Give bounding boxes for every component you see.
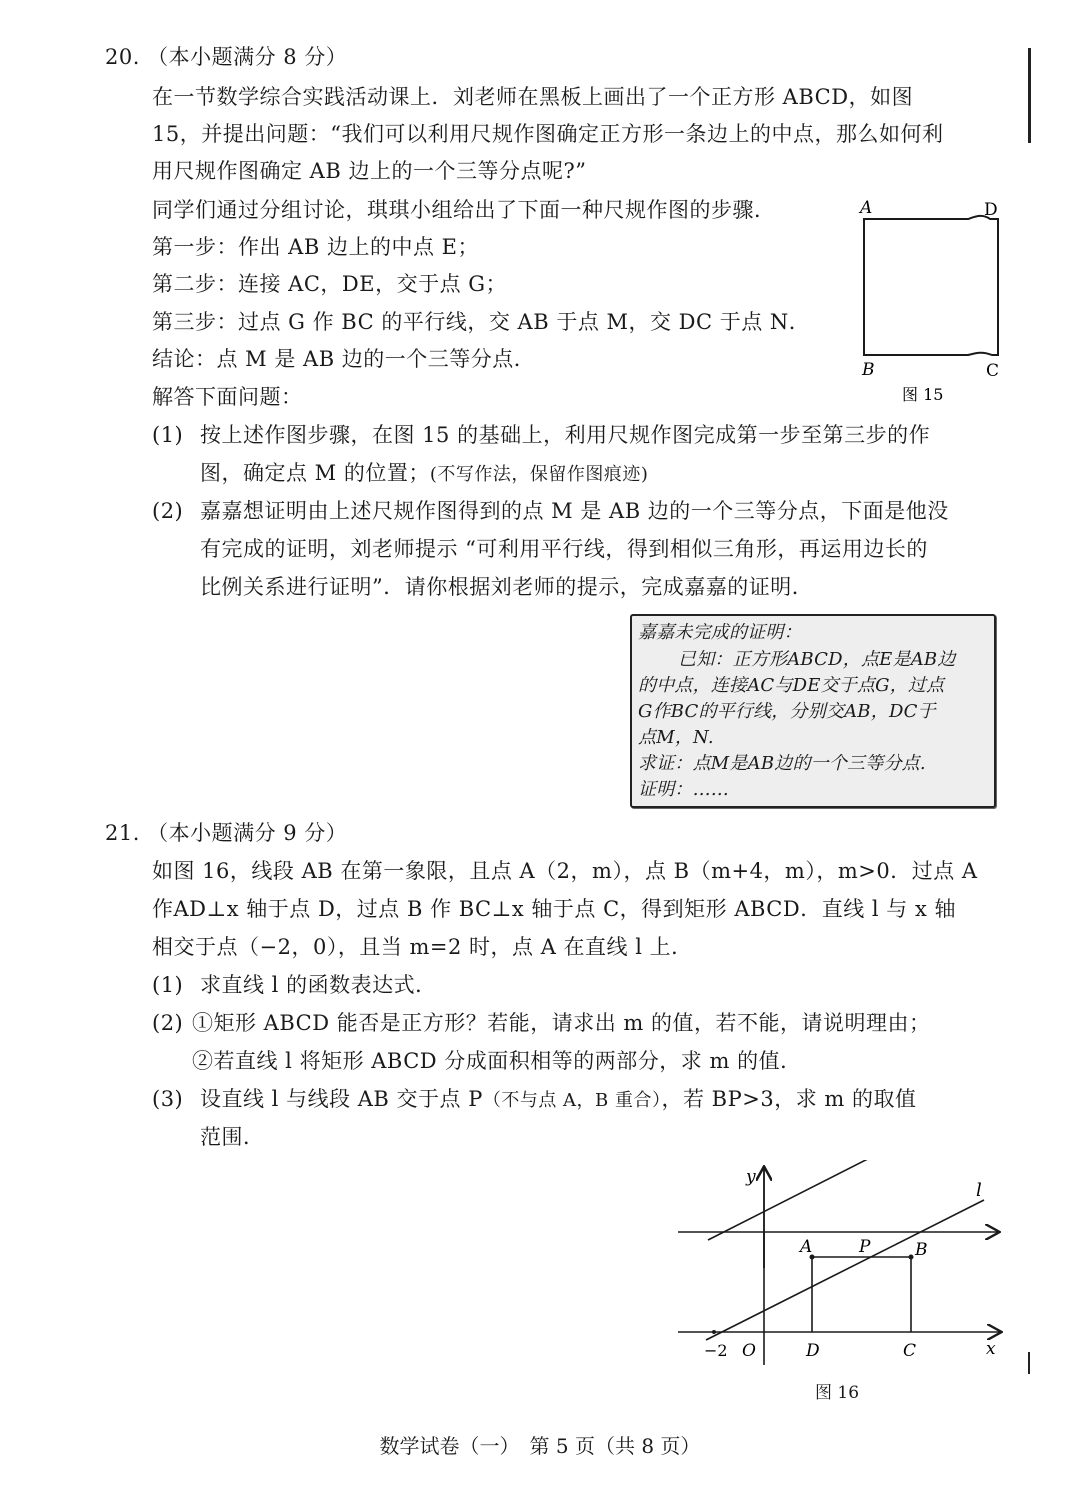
square-abcd	[864, 216, 998, 355]
q21-part1-text: 求直线 l 的函数表达式．	[200, 973, 437, 997]
label-x: x	[986, 1339, 996, 1359]
q21-line-2: 作AD⊥x 轴于点 D，过点 B 作 BC⊥x 轴于点 C，得到矩形 ABCD．直线 l 与 x 轴	[152, 897, 956, 921]
q21-part2-b: ②若直线 l 将矩形 ABCD 分成面积相等的两部分，求 m 的值．	[192, 1049, 802, 1073]
proof-line-1: 已知：正方形ABCD，点E是AB边	[678, 649, 956, 670]
figure-16-caption: 图 16	[815, 1383, 860, 1403]
q20-line-4: 同学们通过分组讨论，琪琪小组给出了下面一种尺规作图的步骤．	[152, 198, 776, 222]
q20-part2-num: (2)	[152, 499, 184, 523]
figure-16	[670, 1160, 1010, 1375]
q20-number: 20.	[105, 45, 140, 69]
figure-15-caption: 图 15	[902, 385, 944, 404]
q20-step-3: 第三步：过点 G 作 BC 的平行线，交 AB 于点 M，交 DC 于点 N．	[152, 310, 811, 334]
label-b-16: B	[915, 1240, 928, 1260]
q21-part3-line2: 范围．	[200, 1125, 265, 1149]
q20-line-1: 在一节数学综合实践活动课上．刘老师在黑板上画出了一个正方形 ABCD，如图	[152, 85, 914, 109]
label-y: y	[746, 1167, 756, 1187]
proof-line-3: G作BC的平行线，分别交AB，DC于	[638, 701, 936, 722]
line-l-visible-stroke	[706, 1200, 984, 1340]
q20-conclusion: 结论：点 M 是 AB 边的一个三等分点．	[152, 347, 536, 371]
label-d-16: D	[806, 1341, 820, 1361]
q21-line-3: 相交于点（−2，0），且当 m=2 时，点 A 在直线 l 上．	[152, 935, 693, 959]
q21-part3-text-a: 设直线 l 与线段 AB 交于点 P	[200, 1087, 483, 1111]
label-l: l	[976, 1180, 982, 1201]
label-a-16: A	[800, 1237, 813, 1257]
proof-line-4: 点M，N.	[638, 727, 714, 748]
q20-part1-line2: 图，确定点 M 的位置；	[200, 461, 430, 485]
q20-part1-line1: 按上述作图步骤，在图 15 的基础上，利用尺规作图完成第一步至第三步的作	[200, 423, 931, 447]
page-footer: 数学试卷（一） 第 5 页（共 8 页）	[379, 1434, 701, 1458]
q21-number: 21.	[105, 821, 140, 845]
margin-mark-bottom	[1028, 1352, 1030, 1374]
proof-title: 嘉嘉未完成的证明：	[638, 622, 802, 643]
point-neg2	[712, 1330, 716, 1334]
q20-step-1: 第一步：作出 AB 边上的中点 E；	[152, 235, 479, 259]
q21-part2-a: ①矩形 ABCD 能否是正方形？若能，请求出 m 的值，若不能，请说明理由；	[192, 1011, 931, 1035]
margin-mark-top	[1028, 48, 1031, 143]
q20-answer-prompt: 解答下面问题：	[152, 385, 303, 409]
proof-line-6: 证明：……	[638, 779, 729, 800]
q21-header	[105, 818, 347, 848]
q21-part3-line1	[200, 1084, 916, 1116]
q21-score: （本小题满分 9 分）	[147, 821, 348, 845]
rectangle	[812, 1257, 911, 1375]
label-d: D	[984, 200, 998, 220]
q21-part3-note: （不与点 A，B 重合）	[482, 1090, 662, 1111]
q20-header	[105, 42, 347, 72]
q20-part1-note: (不写作法，保留作图痕迹)	[429, 464, 649, 485]
figure-15	[850, 195, 1020, 410]
q20-part2-line2: 有完成的证明，刘老师提示 “可利用平行线，得到相似三角形，再运用边长的	[200, 537, 928, 561]
line-l-main	[706, 1198, 984, 1239]
q21-part3-text-b: ，若 BP>3，求 m 的取值	[661, 1087, 917, 1111]
q20-part2-line1: 嘉嘉想证明由上述尺规作图得到的点 M 是 AB 边的一个三等分点，下面是他没	[200, 499, 949, 523]
q20-line-2: 15，并提出问题：“我们可以利用尺规作图确定正方形一条边上的中点，那么如何利	[152, 122, 944, 146]
q20-score: （本小题满分 8 分）	[147, 45, 348, 69]
proof-line-5: 求证：点M是AB边的一个三等分点.	[638, 753, 926, 774]
label-a: A	[860, 198, 873, 218]
label-c: C	[986, 361, 1000, 381]
label-c-16: C	[903, 1341, 917, 1361]
q20-step-2: 第二步：连接 AC，DE，交于点 G；	[152, 272, 508, 296]
q20-line-3: 用尺规作图确定 AB 边上的一个三等分点呢?”	[152, 159, 587, 183]
label-neg2: −2	[704, 1341, 728, 1360]
q21-part3-num: (3)	[152, 1087, 184, 1111]
label-o: O	[742, 1341, 756, 1361]
q21-part2-num: (2)	[152, 1011, 184, 1035]
rect-outline	[812, 1257, 910, 1375]
rectangle-abcd-shape	[812, 1258, 910, 1375]
proof-line-2: 的中点，连接AC与DE交于点G，过点	[638, 675, 945, 696]
q21-line-1: 如图 16，线段 AB 在第一象限，且点 A（2，m），点 B（m+4，m），m>0．过点 A	[152, 859, 978, 883]
point-b	[909, 1255, 914, 1260]
label-p: P	[859, 1237, 871, 1257]
q20-part2-line3: 比例关系进行证明”．请你根据刘老师的提示，完成嘉嘉的证明．	[200, 575, 814, 599]
q20-part1-num: (1)	[152, 423, 184, 447]
proof-box	[630, 614, 996, 808]
q21-part1-num: (1)	[152, 973, 184, 997]
q20-part1-line2-wrap	[200, 458, 648, 490]
label-b: B	[862, 360, 875, 380]
